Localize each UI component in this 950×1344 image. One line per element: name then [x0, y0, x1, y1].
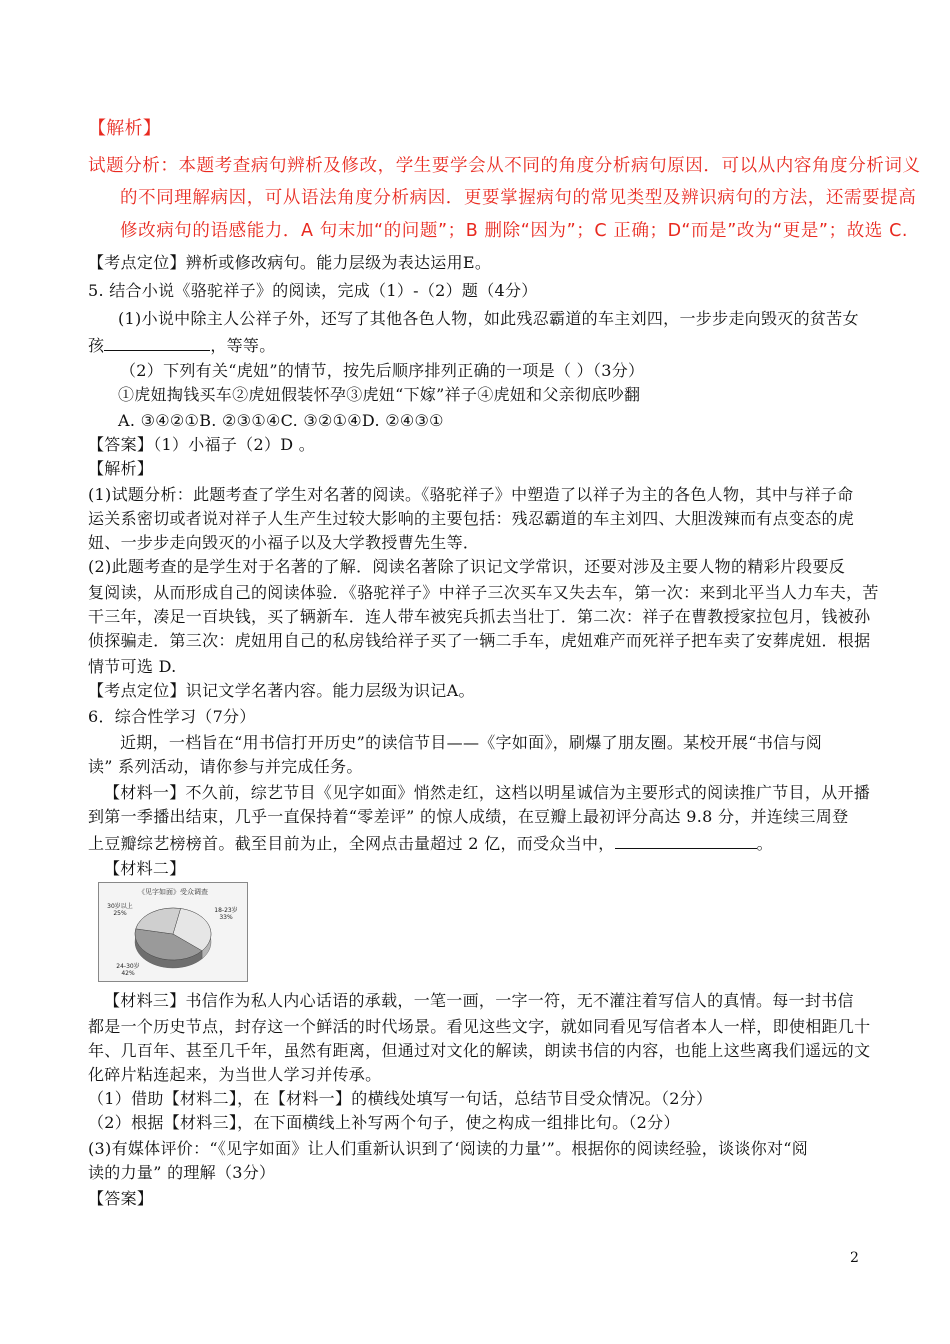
q5-jiexi-line-8: 情节可选 D.	[88, 657, 177, 676]
jiexi-line-3: 修改病句的语感能力．A 句末加“的问题”；B 删除“因为”；C 正确；D“而是”改为“更是”；故选 C.	[120, 221, 909, 241]
q5-items: ①虎妞掏钱买车②虎妞假装怀孕③虎妞“下嫁”祥子④虎妞和父亲彻底吵翻	[118, 385, 641, 404]
answer-blank-2[interactable]	[615, 832, 757, 849]
q6-m1-line3	[88, 832, 878, 855]
q5-jiexi-line-6: 干三年，凑足一百块钱，买了辆新车．连人带车被宪兵抓去当壮丁．第二次：祥子在曹教授家拉包月，钱被孙	[88, 607, 871, 626]
q6-m2-label: 【材料二】	[104, 859, 186, 878]
q6-m3-line3: 年、几百年、甚至几千年，虽然有距离，但通过对文化的解读，朗读书信的内容，也能上这些离我们遥远的文	[88, 1041, 871, 1060]
jiexi-line-1: 试题分析：本题考查病句辨析及修改，学生要学会从不同的角度分析病句原因．可以从内容角度分析词义	[88, 156, 921, 176]
q6-task1: （1）借助【材料二】，在【材料一】的横线处填写一句话，总结节目受众情况。（2分）	[88, 1089, 713, 1108]
q6-m1-line2: 到第一季播出结束，几乎一直保持着“零差评” 的惊人成绩，在豆瓣上最初评分高达 9.8 分，并连续三周登	[88, 807, 849, 826]
jiexi-heading: 【解析】	[88, 118, 162, 139]
q5-sub1-suffix: ，等等。	[210, 336, 276, 355]
q6-m3-line2: 都是一个历史节点，封存这一个鲜活的时代场景。看见这些文字，就如同看见写信者本人一样，即使相距几十	[88, 1017, 871, 1036]
q5-sub2: （2）下列有关“虎妞”的情节，按先后顺序排列正确的一项是（ ）（3分）	[120, 361, 645, 380]
pie-label-1: 18-23岁 33%	[214, 907, 238, 921]
answer-blank-1[interactable]	[104, 334, 210, 351]
q5-jiexi-line-1: (1)试题分析：此题考查了学生对名著的阅读。《骆驼祥子》中塑造了以祥子为主的各色人物，其中与祥子命	[88, 485, 854, 504]
q6-m1-prefix: 上豆瓣综艺榜榜首。截至目前为止，全网点击量超过 2 亿，而受众当中，	[88, 834, 615, 853]
q6-title: 6．综合性学习（7分）	[88, 707, 256, 726]
q5-jiexi-line-7: 侦探骗走．第三次：虎妞用自己的私房钱给祥子买了一辆二手车，虎妞难产而死祥子把车卖了安葬虎妞．根据	[88, 631, 871, 650]
q6-intro-line1: 近期，一档旨在“用书信打开历史”的读信节目——《字如面》，刷爆了朋友圈。某校开展“书信与阅	[120, 733, 823, 752]
q6-m1-line1: 【材料一】不久前，综艺节目《见字如面》悄然走红，这档以明星诚信为主要形式的阅读推广节目，从开播	[104, 783, 871, 802]
q5-jiexi-line-2: 运关系密切或者说对祥子人生产生过较大影响的主要包括：残忍霸道的车主刘四、大胆泼辣而有点变态的虎	[88, 509, 855, 528]
q5-sub1-line1: (1)小说中除主人公祥子外，还写了其他各色人物，如此残忍霸道的车主刘四，一步步走向毁灭的贫苦女	[118, 309, 859, 328]
q6-m3-line4: 化碎片粘连起来，为当世人学习并传承。	[88, 1065, 382, 1084]
q5-kaodian: 【考点定位】识记文学名著内容。能力层级为识记A。	[88, 681, 475, 700]
q5-jiexi-heading: 【解析】	[88, 459, 154, 478]
q6-task2: （2）根据【材料三】，在下面横线上补写两个句子，使之构成一组排比句。（2分）	[88, 1113, 680, 1132]
q6-m3-line1: 【材料三】书信作为私人内心话语的承载，一笔一画，一字一符，无不灌注着写信人的真情。每一封书信	[104, 991, 854, 1010]
jiexi-line-2: 的不同理解病因，可从语法角度分析病因．更要掌握病句的常见类型及辨识病句的方法，还需要提高	[120, 188, 917, 208]
q5-sub1-prefix: 孩	[88, 336, 105, 355]
q5-options: A. ③④②①B. ②③①④C. ③②①④D. ②④③①	[118, 411, 444, 430]
page-number: 2	[850, 1250, 859, 1266]
q5-jiexi-line-3: 妞、一步步走向毁灭的小福子以及大学教授曹先生等．	[88, 533, 480, 552]
q5-jiexi-line-5: 复阅读，从而形成自己的阅读体验．《骆驼祥子》中祥子三次买车又失去车，第一次：来到北平当人力车夫，苦	[88, 583, 879, 602]
kaodian-1: 【考点定位】辨析或修改病句。能力层级为表达运用E。	[88, 253, 492, 272]
audience-pie-chart	[98, 882, 248, 982]
q5-jiexi-line-4: (2)此题考查的是学生对于名著的了解．阅读名著除了识记文学常识，还要对涉及主要人物的精彩片段要反	[88, 557, 846, 576]
pie-label-2: 24-30岁 42%	[116, 963, 140, 977]
q6-task3-line1: (3)有媒体评价：“《见字如面》让人们重新认识到了‘阅读的力量’”。根据你的阅读经验，谈谈你对“阅	[88, 1139, 809, 1158]
q5-answer: 【答案】（1）小福子（2）D 。	[88, 435, 316, 454]
q5-title: 5. 结合小说《骆驼祥子》的阅读，完成（1）-（2）题（4分）	[88, 281, 538, 300]
q5-sub1-line2	[88, 334, 878, 357]
q6-m1-suffix: 。	[756, 834, 773, 853]
pie-label-3: 30岁以上 25%	[107, 903, 133, 917]
chart-title: 《见字如面》受众调查	[138, 888, 208, 896]
q6-intro-line2: 读” 系列活动，请你参与并完成任务。	[88, 757, 363, 776]
q6-task3-line2: 读的力量” 的理解（3分）	[88, 1163, 276, 1182]
q6-answer: 【答案】	[88, 1189, 154, 1208]
